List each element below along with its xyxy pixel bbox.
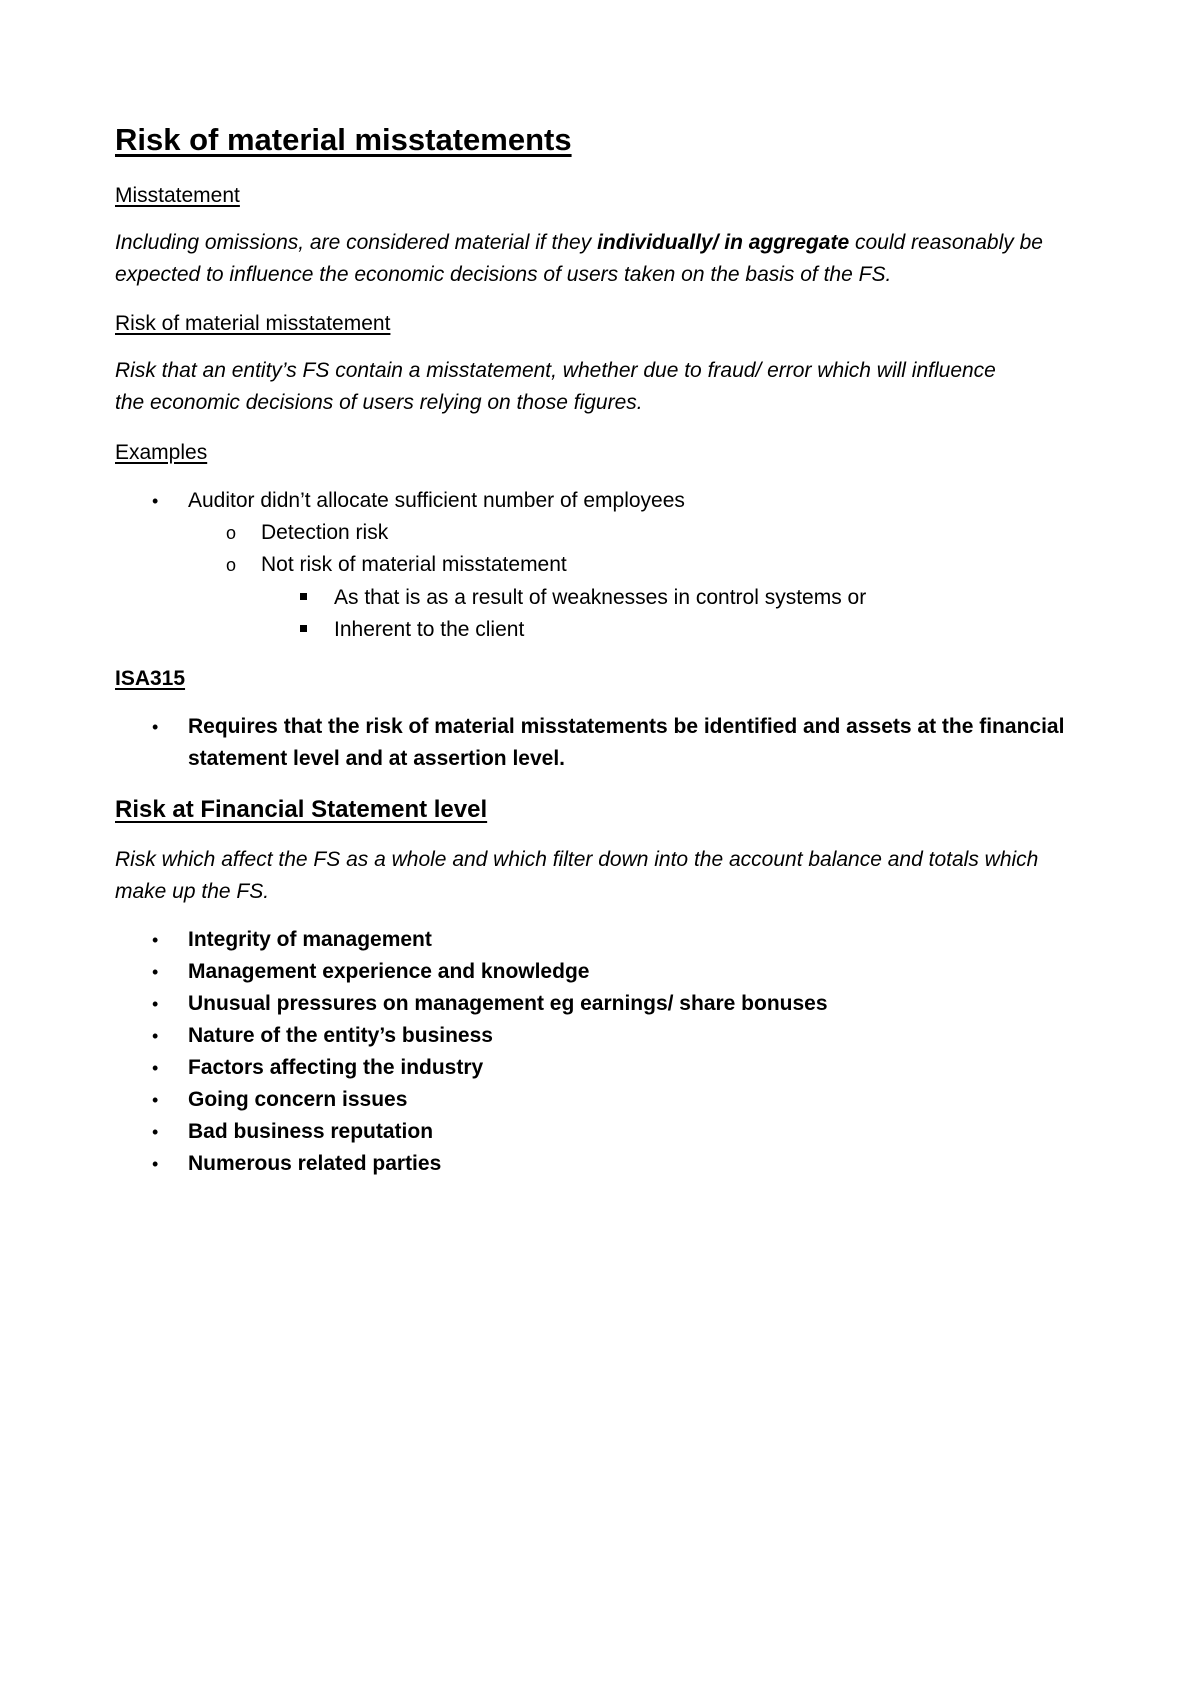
misstatement-text-pre: Including omissions, are considered material if they [115,231,598,254]
bullet-icon [152,1027,158,1045]
bullet-icon [152,492,158,510]
fs-level-item: Bad business reputation [188,1120,434,1143]
fs-level-item: Integrity of management [188,928,432,951]
misstatement-text-bold: individually/ in aggregate [597,231,850,254]
isa315-text-line1: Requires that the risk of material misstatements be identified and assets at the financial [188,715,1065,738]
fs-level-item: Factors affecting the industry [188,1056,484,1079]
misstatement-definition-line2: expected to influence the economic decisions of users taken on the basis of the FS. [115,263,892,286]
risk-mm-definition-line1: Risk that an entity’s FS contain a misstatement, whether due to fraud/ error which will influence [115,359,996,382]
examples-item: Auditor didn’t allocate sufficient number of employees [188,489,685,512]
fs-level-heading: Risk at Financial Statement level [115,796,488,823]
fs-level-item: Numerous related parties [188,1152,442,1175]
risk-mm-heading: Risk of material misstatement [115,312,391,335]
risk-mm-definition-line2: the economic decisions of users relying on those figures. [115,391,643,414]
isa315-text-line2: statement level and at assertion level. [188,747,565,770]
bullet-icon [152,963,158,981]
square-bullet-icon [300,593,307,600]
square-bullet-icon [300,625,307,632]
examples-subsubitem: As that is as a result of weaknesses in control systems or [334,586,867,609]
fs-level-item: Management experience and knowledge [188,960,590,983]
misstatement-text-post: could reasonably be [849,231,1043,254]
bullet-icon [152,1091,158,1109]
examples-subitem: Not risk of material misstatement [261,553,567,576]
bullet-icon [152,1155,158,1173]
bullet-icon [152,718,158,736]
circle-bullet-icon [226,556,236,574]
fs-level-item: Nature of the entity’s business [188,1024,493,1047]
fs-level-item: Going concern issues [188,1088,408,1111]
fs-level-item: Unusual pressures on management eg earnings/ share bonuses [188,992,828,1015]
bullet-icon [152,1059,158,1077]
examples-subitem: Detection risk [261,521,389,544]
misstatement-definition-line1 [115,232,1043,253]
bullet-icon [152,1123,158,1141]
circle-bullet-icon [226,524,236,542]
misstatement-heading: Misstatement [115,184,240,207]
bullet-icon [152,931,158,949]
fs-level-definition-line2: make up the FS. [115,880,270,903]
page-title: Risk of material misstatements [115,122,572,157]
bullet-icon [152,995,158,1013]
examples-subsubitem: Inherent to the client [334,618,525,641]
fs-level-definition-line1: Risk which affect the FS as a whole and which filter down into the account balance and totals which [115,848,1039,871]
examples-heading: Examples [115,441,208,464]
isa315-heading: ISA315 [115,667,186,690]
